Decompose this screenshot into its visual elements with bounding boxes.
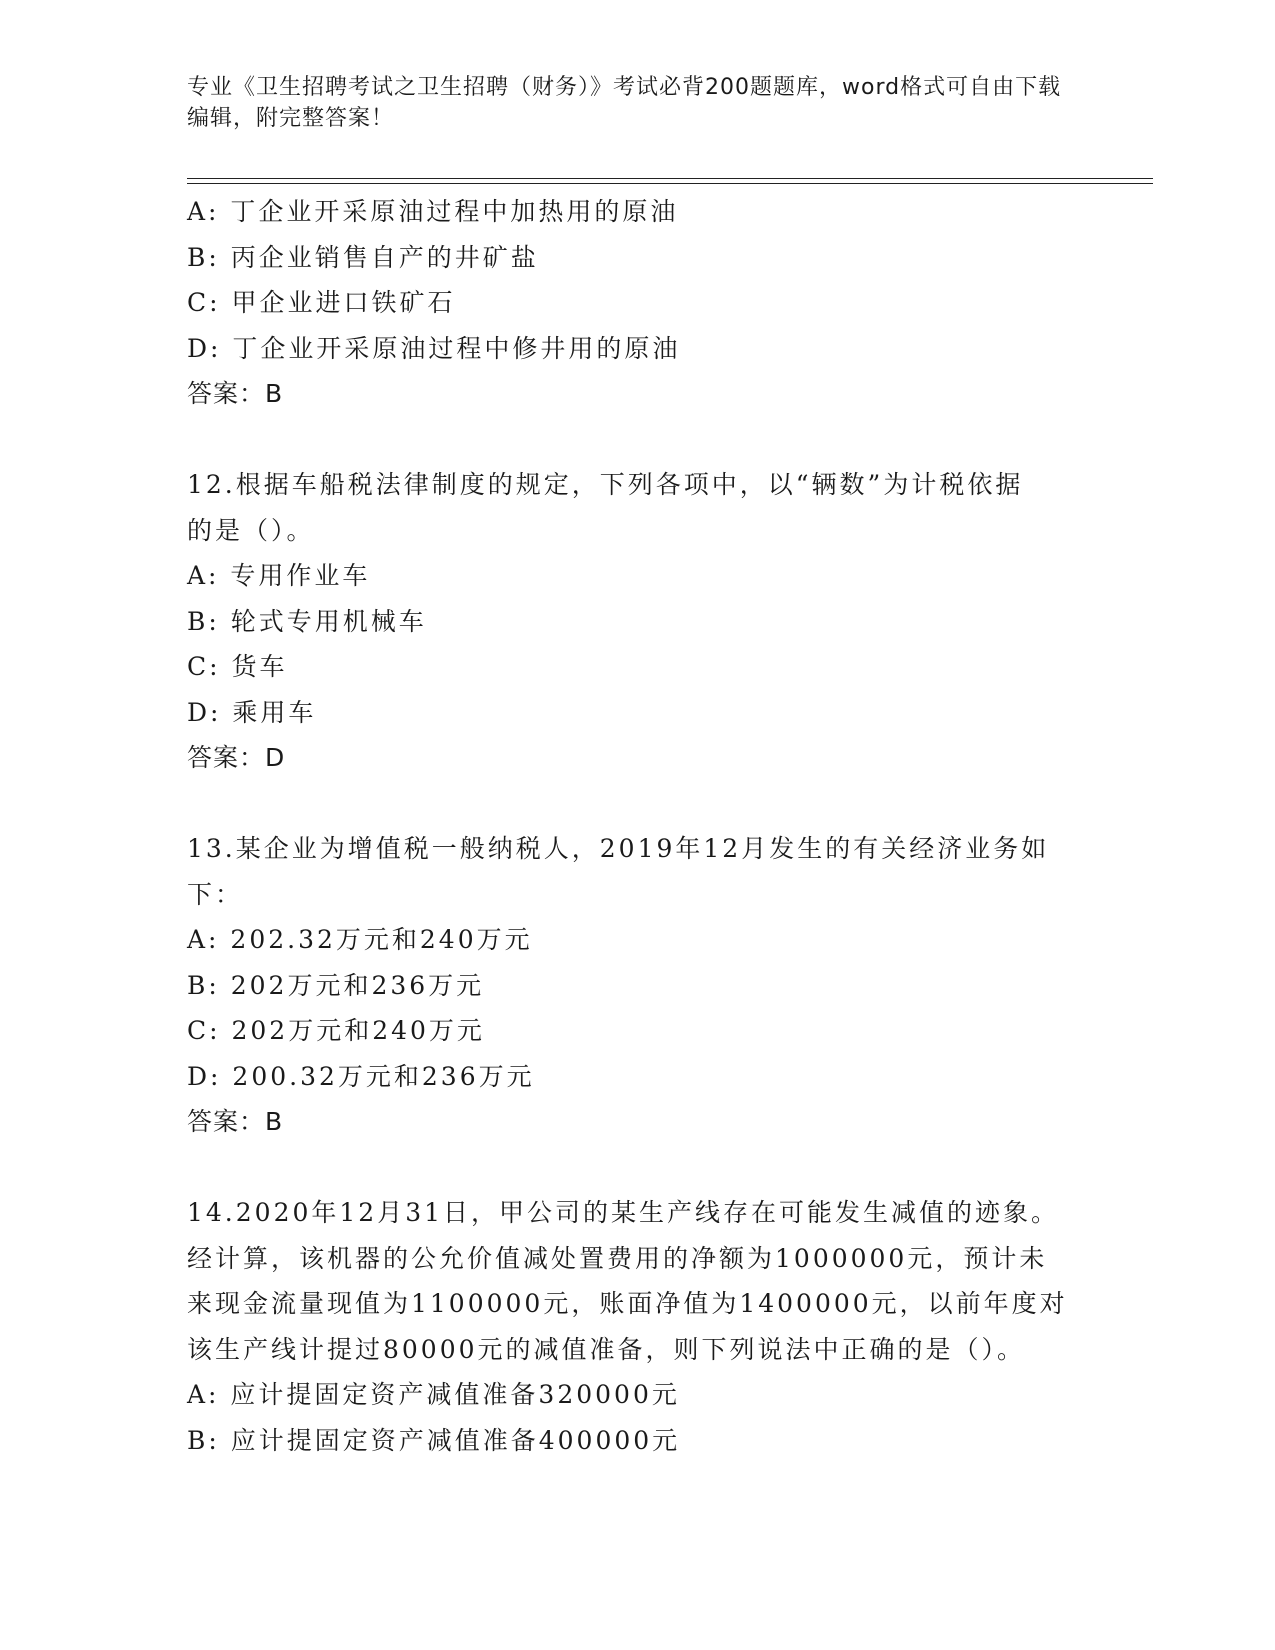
- question-text-line: 的是（）。: [187, 515, 315, 545]
- question-text-line: 14.2020年12月31日，甲公司的某生产线存在可能发生减值的迹象。: [187, 1198, 1060, 1227]
- question-12: [187, 462, 1087, 781]
- answer: 答案：D: [187, 743, 286, 772]
- header-rule-top: [187, 178, 1153, 179]
- question-text-line: 13.某企业为增值税一般纳税人，2019年12月发生的有关经济业务如: [187, 834, 1050, 863]
- option-d: D: 丁企业开采原油过程中修井用的原油: [187, 333, 681, 363]
- question-text-line: 下：: [187, 879, 244, 909]
- question-11: [187, 189, 1087, 417]
- question-text-line: 该生产线计提过80000元的减值准备，则下列说法中正确的是（）。: [187, 1334, 1026, 1364]
- option-a: A: 丁企业开采原油过程中加热用的原油: [187, 197, 679, 226]
- answer: 答案：B: [187, 379, 284, 408]
- question-text-line: 12.根据车船税法律制度的规定，下列各项中，以“辆数”为计税依据: [187, 470, 1024, 499]
- question-14: [187, 1190, 1087, 1463]
- option-c: C: 202万元和240万元: [187, 1016, 485, 1045]
- header-rule-bottom: [187, 183, 1153, 184]
- option-a: A: 应计提固定资产减值准备320000元: [187, 1380, 680, 1409]
- option-c: C: 货车: [187, 652, 288, 681]
- question-13: [187, 826, 1087, 1145]
- question-text-line: 经计算，该机器的公允价值减处置费用的净额为1000000元，预计未: [187, 1243, 1048, 1273]
- option-b: B: 丙企业销售自产的井矿盐: [187, 242, 539, 272]
- option-d: D: 200.32万元和236万元: [187, 1061, 535, 1091]
- option-a: A: 专用作业车: [187, 561, 371, 590]
- option-c: C: 甲企业进口铁矿石: [187, 288, 456, 317]
- option-d: D: 乘用车: [187, 697, 317, 727]
- option-b: B: 202万元和236万元: [187, 970, 485, 1000]
- document-header: 专业《卫生招聘考试之卫生招聘（财务）》考试必背200题题库，word格式可自由下载编辑，附完整答案！: [187, 75, 1062, 131]
- option-a: A: 202.32万元和240万元: [187, 925, 533, 954]
- question-content: [187, 189, 1087, 1463]
- question-text-line: 来现金流量现值为1100000元，账面净值为1400000元，以前年度对: [187, 1289, 1068, 1318]
- option-b: B: 应计提固定资产减值准备400000元: [187, 1425, 681, 1455]
- option-b: B: 轮式专用机械车: [187, 606, 427, 636]
- answer: 答案：B: [187, 1107, 284, 1136]
